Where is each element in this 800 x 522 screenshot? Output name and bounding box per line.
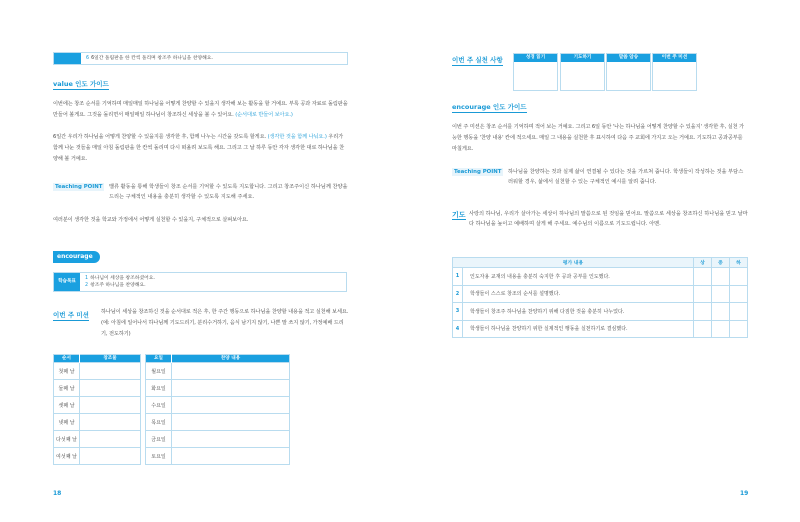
evaluation-criterion: 인도자용 교재의 내용을 충분히 숙지한 후 공과 공부를 인도했다. [463,268,694,286]
prayer-text: 사랑의 하나님, 우리가 살아가는 세상이 하나님의 말씀으로 된 것임을 믿어요. 말씀으로 세상을 창조하신 하나님을 믿고 날마다 하나님을 높이고 예배하며 살게 해 주세요. 예수님의 이름으로 기도드립니다. 아멘. [469,211,748,227]
practice-box-memorization[interactable] [606,53,651,91]
goal-number: 1 [85,276,89,281]
step-label: 6일간 돌림판을 한 칸씩 돌리며 창조주 하나님을 찬양해요. [91,56,213,61]
row-number: 3 [453,303,463,321]
table-row [54,363,141,380]
rating-high-cell[interactable] [694,285,712,303]
table-row [146,431,290,448]
evaluation-criterion: 학생들이 하나님을 찬양하기 위한 실제적인 행동을 실천하기로 결심했다. [463,320,694,338]
creation-input-cell[interactable] [80,363,141,380]
value-guide-text: 우리가 함께 나눈 것들을 매일 아침 돌림판을 한 칸씩 돌리며 다시 떠올려 보도록 해요. 그리고 그 날 하루 동안 각자 생각한 대로 하나님을 찬양해 볼 거예요. [53,134,345,162]
teaching-point-text: 밸류 활동을 통해 학생들이 창조 순서를 기억할 수 있도록 지도합니다. 그리고 창조주이신 하나님께 찬양을 드리는 구체적인 내용을 충분히 생각할 수 있도록 지도해 주세요. [109,184,348,200]
table-row [453,268,748,286]
rating-mid-cell[interactable] [712,285,730,303]
evaluation-criterion: 학생들이 창조주 하나님을 찬양하기 위해 다짐한 것을 충분히 나누었다. [463,303,694,321]
evaluation-table [452,257,748,338]
practice-box-bible-reading[interactable] [513,53,558,91]
teaching-point-label: Teaching POINT [55,184,103,190]
day-label: 넷째 날 [54,414,80,431]
teaching-point-right [452,167,748,187]
page-number-right: 19 [740,490,749,497]
creation-input-cell[interactable] [80,380,141,397]
mission-title: 이번 주 미션 [53,311,89,319]
step-text [86,53,213,64]
encourage-guide-text: 이번 주 미션은 창조 순서를 기억하며 적어 보는 거예요. 그리고 6일 동안 '나는 하나님을 어떻게 찬양할 수 있을지' 생각한 후, 실천 가능한 행동을 '찬양 내용' 칸에 적으세요. 매일 그 내용을 실천한 후 표시하여 다음 주 교회에 가지고 오는 거예요. 기도하고 공과공부를 마칠게요. [452,124,744,152]
value-guide-paragraph-1 [53,99,348,121]
column-header-creation: 창조물 [80,355,141,363]
practice-title: 이번 주 실천 사항 [452,56,503,64]
weekday-label: 화요일 [146,380,172,397]
rating-low-cell[interactable] [730,268,748,286]
page-number-left: 18 [53,490,62,497]
column-header-weekday: 요일 [146,355,172,363]
column-header-order: 순서 [54,355,80,363]
table-row [54,414,141,431]
learning-goals-list [85,275,155,289]
row-number: 1 [453,268,463,286]
table-row [54,448,141,465]
value-guide-title: value 인도 가이드 [53,80,109,88]
praise-input-cell[interactable] [172,431,290,448]
column-header-low: 하 [730,258,748,268]
table-row [54,397,141,414]
day-label: 첫째 날 [54,363,80,380]
practice-box-mission[interactable] [652,53,697,91]
praise-input-cell[interactable] [172,363,290,380]
rating-low-cell[interactable] [730,303,748,321]
day-label: 둘째 날 [54,380,80,397]
learning-goal-item [85,275,155,282]
value-guide-text: 이번에는 창조 순서를 기억하며 매일매일 하나님을 어떻게 찬양할 수 있을지 생각해 보는 활동을 할 거예요. 부록 공과 자료로 돌림판을 만들어 볼게요. 그것을 돌리면서 매일매일 하나님이 창조하신 세상을 볼 수 있어요. [53,101,348,118]
weekday-label: 금요일 [146,431,172,448]
activity-step-bar [53,52,348,65]
weekday-label: 토요일 [146,448,172,465]
weekday-label: 수요일 [146,397,172,414]
value-guide-paragraph-2 [53,132,348,165]
teaching-point-text: 하나님을 찬양하는 것과 실제 삶이 연결될 수 있다는 것을 가르쳐 줍니다. 학생들이 작성하는 것을 부담스러워할 경우, 삶에서 실천할 수 있는 구체적인 예시를 알려 줍니다. [508,169,744,185]
practice-box-label: 이번 주 미션 [653,54,696,62]
table-row [54,380,141,397]
rating-low-cell[interactable] [730,320,748,338]
value-guide-text: 6일간 우리가 하나님을 어떻게 찬양할 수 있을지를 생각한 후, 함께 나누는 시간을 갖도록 할게요. [53,134,267,140]
rating-high-cell[interactable] [694,303,712,321]
table-row [453,285,748,303]
evaluation-criterion: 학생들이 스스로 창조의 순서를 설명했다. [463,285,694,303]
teaching-point-left [53,182,349,202]
practice-box-label: 말씀 암송 [607,54,650,62]
column-header-mid: 중 [712,258,730,268]
rating-low-cell[interactable] [730,285,748,303]
table-row [146,363,290,380]
day-label: 다섯째 날 [54,431,80,448]
table-row [146,414,290,431]
praise-input-cell[interactable] [172,414,290,431]
column-header-high: 상 [694,258,712,268]
weekday-label: 월요일 [146,363,172,380]
table-row [146,397,290,414]
praise-input-cell[interactable] [172,380,290,397]
praise-input-cell[interactable] [172,397,290,414]
practice-box-label: 기도하기 [561,54,604,62]
creation-order-table [53,354,141,465]
step-color-block [54,53,81,64]
creation-input-cell[interactable] [80,431,141,448]
learning-goal-item [85,282,155,289]
goal-text: 하나님이 세상을 창조하셨어요. [90,276,155,281]
rating-mid-cell[interactable] [712,320,730,338]
value-guide-highlight: (생각한 것을 함께 나눠요.) [267,134,327,140]
praise-input-cell[interactable] [172,448,290,465]
encourage-section-tab: encourage [53,251,100,263]
creation-input-cell[interactable] [80,414,141,431]
prayer-icon: 기도 [452,211,466,219]
step-number: 6 [86,56,90,61]
mission-text: 하나님이 세상을 창조하신 것을 순서대로 적은 후, 한 주간 행동으로 하나님을 찬양할 내용을 적고 실천해 보세요. (예: 아침에 일어나서 하나님께 기도드리기, 분리수거하기, 음식 남기지 않기, 나쁜 말 쓰지 않기, 가정예배 드리기, 전도하기) [101,309,349,337]
weekday-label: 목요일 [146,414,172,431]
value-guide-highlight: (순서대로 반들어 보아요.) [235,112,293,118]
creation-input-cell[interactable] [80,448,141,465]
learning-goals-label: 학습목표 [54,273,80,291]
row-number: 2 [453,285,463,303]
rating-high-cell[interactable] [694,268,712,286]
creation-input-cell[interactable] [80,397,141,414]
column-header-praise: 찬양 내용 [172,355,290,363]
row-number: 4 [453,320,463,338]
rating-mid-cell[interactable] [712,303,730,321]
practice-box-prayer[interactable] [560,53,605,91]
encourage-guide-title: encourage 인도 가이드 [452,103,527,111]
table-row [54,431,141,448]
practice-box-label: 성경 읽기 [514,54,557,62]
day-label: 여섯째 날 [54,448,80,465]
day-label: 셋째 날 [54,397,80,414]
goal-text: 창조주 하나님을 찬양해요. [90,283,146,288]
column-header-evaluation: 평가 내용 [453,258,694,268]
table-row [453,303,748,321]
table-row [146,448,290,465]
rating-mid-cell[interactable] [712,268,730,286]
closing-text: 여러분이 생각한 것을 학교와 가정에서 어떻게 실천할 수 있을지, 구체적으로 살펴보아요. [53,217,249,223]
rating-high-cell[interactable] [694,320,712,338]
learning-goals-box [53,272,347,292]
table-row [453,320,748,338]
table-row [146,380,290,397]
goal-number: 2 [85,283,89,288]
teaching-point-label: Teaching POINT [454,169,502,175]
praise-plan-table [145,354,290,465]
